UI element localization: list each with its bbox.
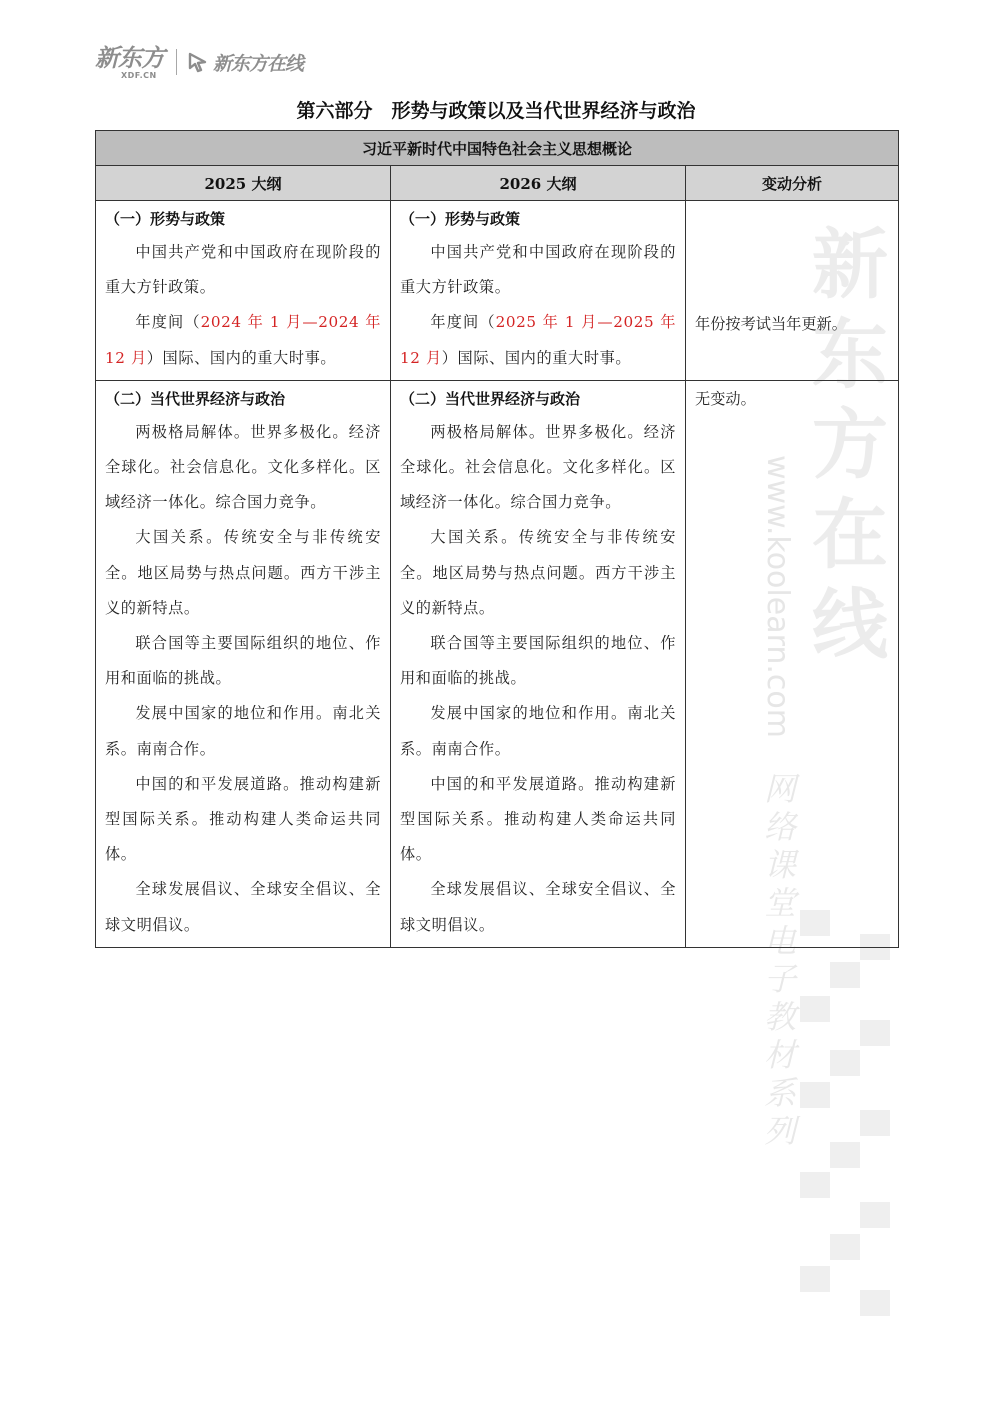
paragraph: 中国的和平发展道路。推动构建新型国际关系。推动构建人类命运共同体。 [105, 774, 381, 864]
paragraph [105, 305, 381, 375]
table-row [96, 380, 899, 947]
text-span: ）国际、国内的重大时事。 [146, 348, 337, 367]
paragraph: 中国共产党和中国政府在现阶段的重大方针政策。 [400, 243, 676, 297]
paragraph: 全球发展倡议、全球安全倡议、全球文明倡议。 [400, 880, 676, 934]
paragraph: 联合国等主要国际组织的地位、作用和面临的挑战。 [105, 634, 381, 688]
text-span: ）国际、国内的重大时事。 [441, 348, 632, 367]
xdf-logo-text: 新东方 [95, 43, 164, 72]
paragraph: 发展中国家的地位和作用。南北关系。南南合作。 [105, 704, 381, 758]
watermark-checker-pattern [800, 910, 892, 1330]
cell-2025-policy [96, 201, 391, 381]
cell-2026-world [391, 380, 686, 947]
header-logo [95, 44, 303, 80]
koolearn-logo-icon [187, 51, 209, 73]
column-header-2026: 2026 大纲 [391, 166, 686, 201]
analysis-text: 无变动。 [695, 389, 756, 408]
watermark-brand: 新东方在线 [812, 220, 888, 669]
paragraph: 联合国等主要国际组织的地位、作用和面临的挑战。 [400, 634, 676, 688]
table-section-title: 习近平新时代中国特色社会主义思想概论 [96, 131, 899, 166]
page-title: 第六部分 形势与政策以及当代世界经济与政治 [296, 100, 696, 122]
watermark-series: 网络课堂电子教材系列 [763, 770, 796, 1150]
table-row [96, 201, 899, 381]
text-span: 年度间（ [430, 313, 496, 332]
cell-analysis-world [686, 380, 899, 947]
column-header-analysis: 变动分析 [686, 166, 899, 201]
watermark-url-text: www.koolearn.com [760, 455, 795, 739]
paragraph: 中国共产党和中国政府在现阶段的重大方针政策。 [105, 243, 381, 297]
section-heading: （二）当代世界经济与政治 [400, 389, 581, 408]
cell-analysis-policy [686, 201, 899, 381]
highlighted-date-range: 2025 年 1 月—2025 年 12 月 [400, 313, 676, 367]
outline-comparison-table [95, 130, 899, 948]
section-heading: （一）形势与政策 [400, 210, 521, 228]
paragraph: 大国关系。传统安全与非传统安全。地区局势与热点问题。西方干涉主义的新特点。 [400, 528, 676, 617]
analysis-text: 年份按考试当年更新。 [695, 315, 847, 333]
xdf-logo [95, 45, 164, 80]
table-section-row [96, 131, 899, 166]
paragraph: 两极格局解体。世界多极化。经济全球化。社会信息化。文化多样化。区域经济一体化。综合国力竞争。 [400, 422, 676, 512]
xdf-logo-domain: XDF.CN [121, 70, 157, 80]
section-heading: （二）当代世界经济与政治 [105, 389, 286, 408]
highlighted-date-range: 2024 年 1 月—2024 年 12 月 [105, 313, 381, 367]
column-header-2025: 2025 大纲 [96, 166, 391, 201]
cell-2026-policy [391, 201, 686, 381]
table-header-row [96, 166, 899, 201]
paragraph [400, 305, 676, 375]
paragraph: 全球发展倡议、全球安全倡议、全球文明倡议。 [105, 880, 381, 934]
paragraph: 两极格局解体。世界多极化。经济全球化。社会信息化。文化多样化。区域经济一体化。综合国力竞争。 [105, 422, 381, 512]
paragraph: 发展中国家的地位和作用。南北关系。南南合作。 [400, 704, 676, 758]
logo-divider [176, 49, 177, 75]
section-heading: （一）形势与政策 [105, 210, 226, 228]
cell-2025-world [96, 380, 391, 947]
paragraph: 中国的和平发展道路。推动构建新型国际关系。推动构建人类命运共同体。 [400, 774, 676, 864]
text-span: 年度间（ [135, 313, 201, 332]
koolearn-logo-text: 新东方在线 [213, 52, 304, 75]
paragraph: 大国关系。传统安全与非传统安全。地区局势与热点问题。西方干涉主义的新特点。 [105, 528, 381, 617]
